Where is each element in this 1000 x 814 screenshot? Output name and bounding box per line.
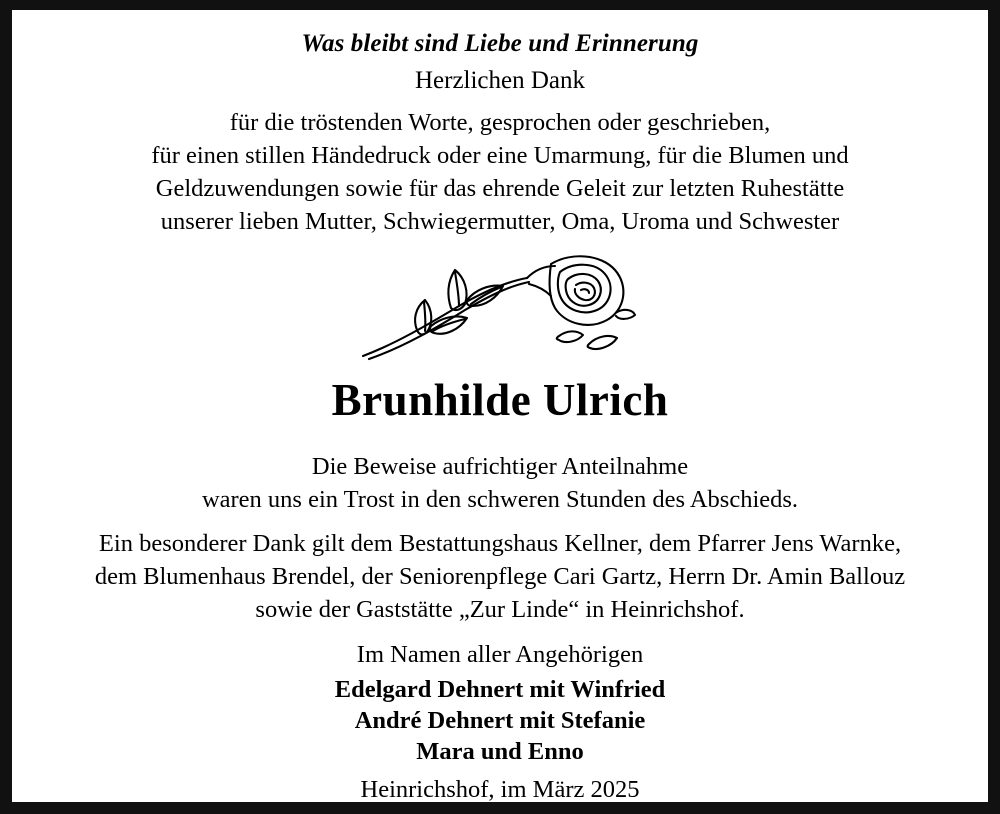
special-thanks-line: Ein besonderer Dank gilt dem Bestattungshaus Kellner, dem Pfarrer Jens Warnke, (98, 530, 902, 557)
intro-line: Geldzuwendungen sowie für das ehrende Geleit zur letzten Ruhestätte (155, 175, 845, 202)
family-names (42, 674, 958, 767)
special-thanks-line: sowie der Gaststätte „Zur Linde“ in Heinrichshof. (255, 596, 745, 623)
condolence-paragraph (42, 450, 958, 516)
headline: Was bleibt sind Liebe und Erinnerung (301, 30, 699, 57)
intro-line: unserer lieben Mutter, Schwiegermutter, Oma, Uroma und Schwester (160, 208, 840, 235)
family-name-line: Edelgard Dehnert mit Winfried (334, 676, 666, 703)
deceased-name: Brunhilde Ulrich (331, 375, 669, 425)
rose-branch-icon (355, 252, 645, 370)
family-name-line: André Dehnert mit Stefanie (354, 707, 646, 734)
special-thanks-line: dem Blumenhaus Brendel, der Seniorenpflege Cari Gartz, Herrn Dr. Amin Ballouz (94, 563, 906, 590)
intro-paragraph (42, 106, 958, 238)
special-thanks-paragraph (42, 527, 958, 626)
intro-line: für die tröstenden Worte, gesprochen oder geschrieben, (229, 109, 771, 136)
thanks-title: Herzlichen Dank (414, 67, 586, 94)
intro-line: für einen stillen Händedruck oder eine Umarmung, für die Blumen und (151, 142, 849, 169)
place-and-date: Heinrichshof, im März 2025 (360, 776, 640, 803)
condolence-line: Die Beweise aufrichtiger Anteilnahme (311, 453, 689, 480)
condolence-line: waren uns ein Trost in den schweren Stunden des Abschieds. (201, 486, 799, 513)
obituary-card (12, 10, 988, 802)
on-behalf-text: Im Namen aller Angehörigen (356, 641, 644, 668)
family-name-line: Mara und Enno (416, 738, 584, 765)
